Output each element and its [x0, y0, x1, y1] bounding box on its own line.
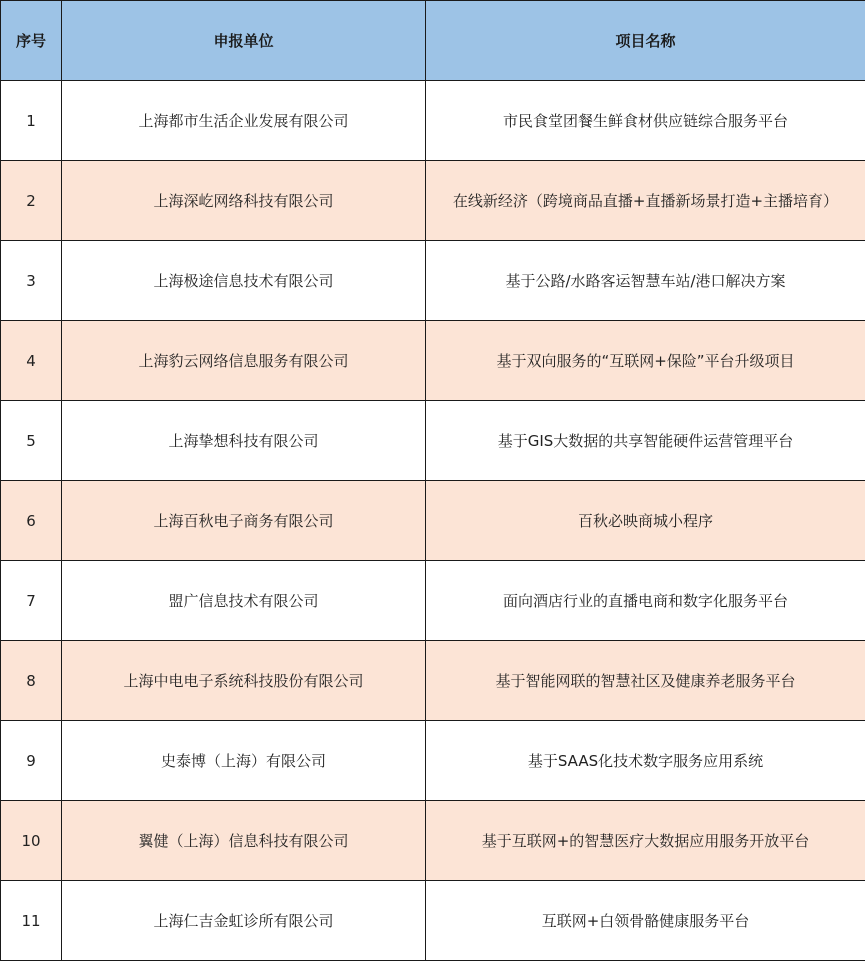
- row-project: 基于GIS大数据的共享智能硬件运营管理平台: [426, 401, 865, 481]
- table-row: [1, 481, 865, 561]
- row-unit: 翼健（上海）信息科技有限公司: [62, 801, 426, 881]
- row-index: 10: [1, 801, 62, 881]
- row-unit: 上海深屹网络科技有限公司: [62, 161, 426, 241]
- row-unit: 盟广信息技术有限公司: [62, 561, 426, 641]
- row-project: 基于智能网联的智慧社区及健康养老服务平台: [426, 641, 865, 721]
- row-project: 基于双向服务的“互联网+保险”平台升级项目: [426, 321, 865, 401]
- row-project: 基于互联网+的智慧医疗大数据应用服务开放平台: [426, 801, 865, 881]
- row-project: 面向酒店行业的直播电商和数字化服务平台: [426, 561, 865, 641]
- table-row: [1, 81, 865, 161]
- header-unit: 申报单位: [62, 1, 426, 81]
- row-index: 1: [1, 81, 62, 161]
- table-row: [1, 241, 865, 321]
- row-unit: 上海中电电子系统科技股份有限公司: [62, 641, 426, 721]
- row-unit: 上海挚想科技有限公司: [62, 401, 426, 481]
- row-index: 3: [1, 241, 62, 321]
- row-index: 11: [1, 881, 62, 961]
- row-project: 基于SAAS化技术数字服务应用系统: [426, 721, 865, 801]
- row-index: 8: [1, 641, 62, 721]
- row-index: 5: [1, 401, 62, 481]
- table-row: [1, 721, 865, 801]
- header-project: 项目名称: [426, 1, 865, 81]
- row-project: 基于公路/水路客运智慧车站/港口解决方案: [426, 241, 865, 321]
- row-project: 市民食堂团餐生鲜食材供应链综合服务平台: [426, 81, 865, 161]
- table-row: [1, 801, 865, 881]
- row-unit: 上海百秋电子商务有限公司: [62, 481, 426, 561]
- table-row: [1, 641, 865, 721]
- row-unit: 上海仁吉金虹诊所有限公司: [62, 881, 426, 961]
- table-row: [1, 561, 865, 641]
- table-row: [1, 321, 865, 401]
- table-row: [1, 161, 865, 241]
- header-row: [1, 1, 865, 81]
- table-row: [1, 881, 865, 961]
- row-index: 6: [1, 481, 62, 561]
- row-index: 4: [1, 321, 62, 401]
- row-index: 9: [1, 721, 62, 801]
- row-index: 7: [1, 561, 62, 641]
- row-project: 互联网+白领骨骼健康服务平台: [426, 881, 865, 961]
- row-project: 百秋必映商城小程序: [426, 481, 865, 561]
- table-row: [1, 401, 865, 481]
- row-index: 2: [1, 161, 62, 241]
- row-unit: 上海豹云网络信息服务有限公司: [62, 321, 426, 401]
- row-unit: 上海都市生活企业发展有限公司: [62, 81, 426, 161]
- table-body: [1, 81, 865, 961]
- table-header: [1, 1, 865, 81]
- header-index: 序号: [1, 1, 62, 81]
- row-unit: 史泰博（上海）有限公司: [62, 721, 426, 801]
- row-project: 在线新经济（跨境商品直播+直播新场景打造+主播培育）: [426, 161, 865, 241]
- row-unit: 上海极途信息技术有限公司: [62, 241, 426, 321]
